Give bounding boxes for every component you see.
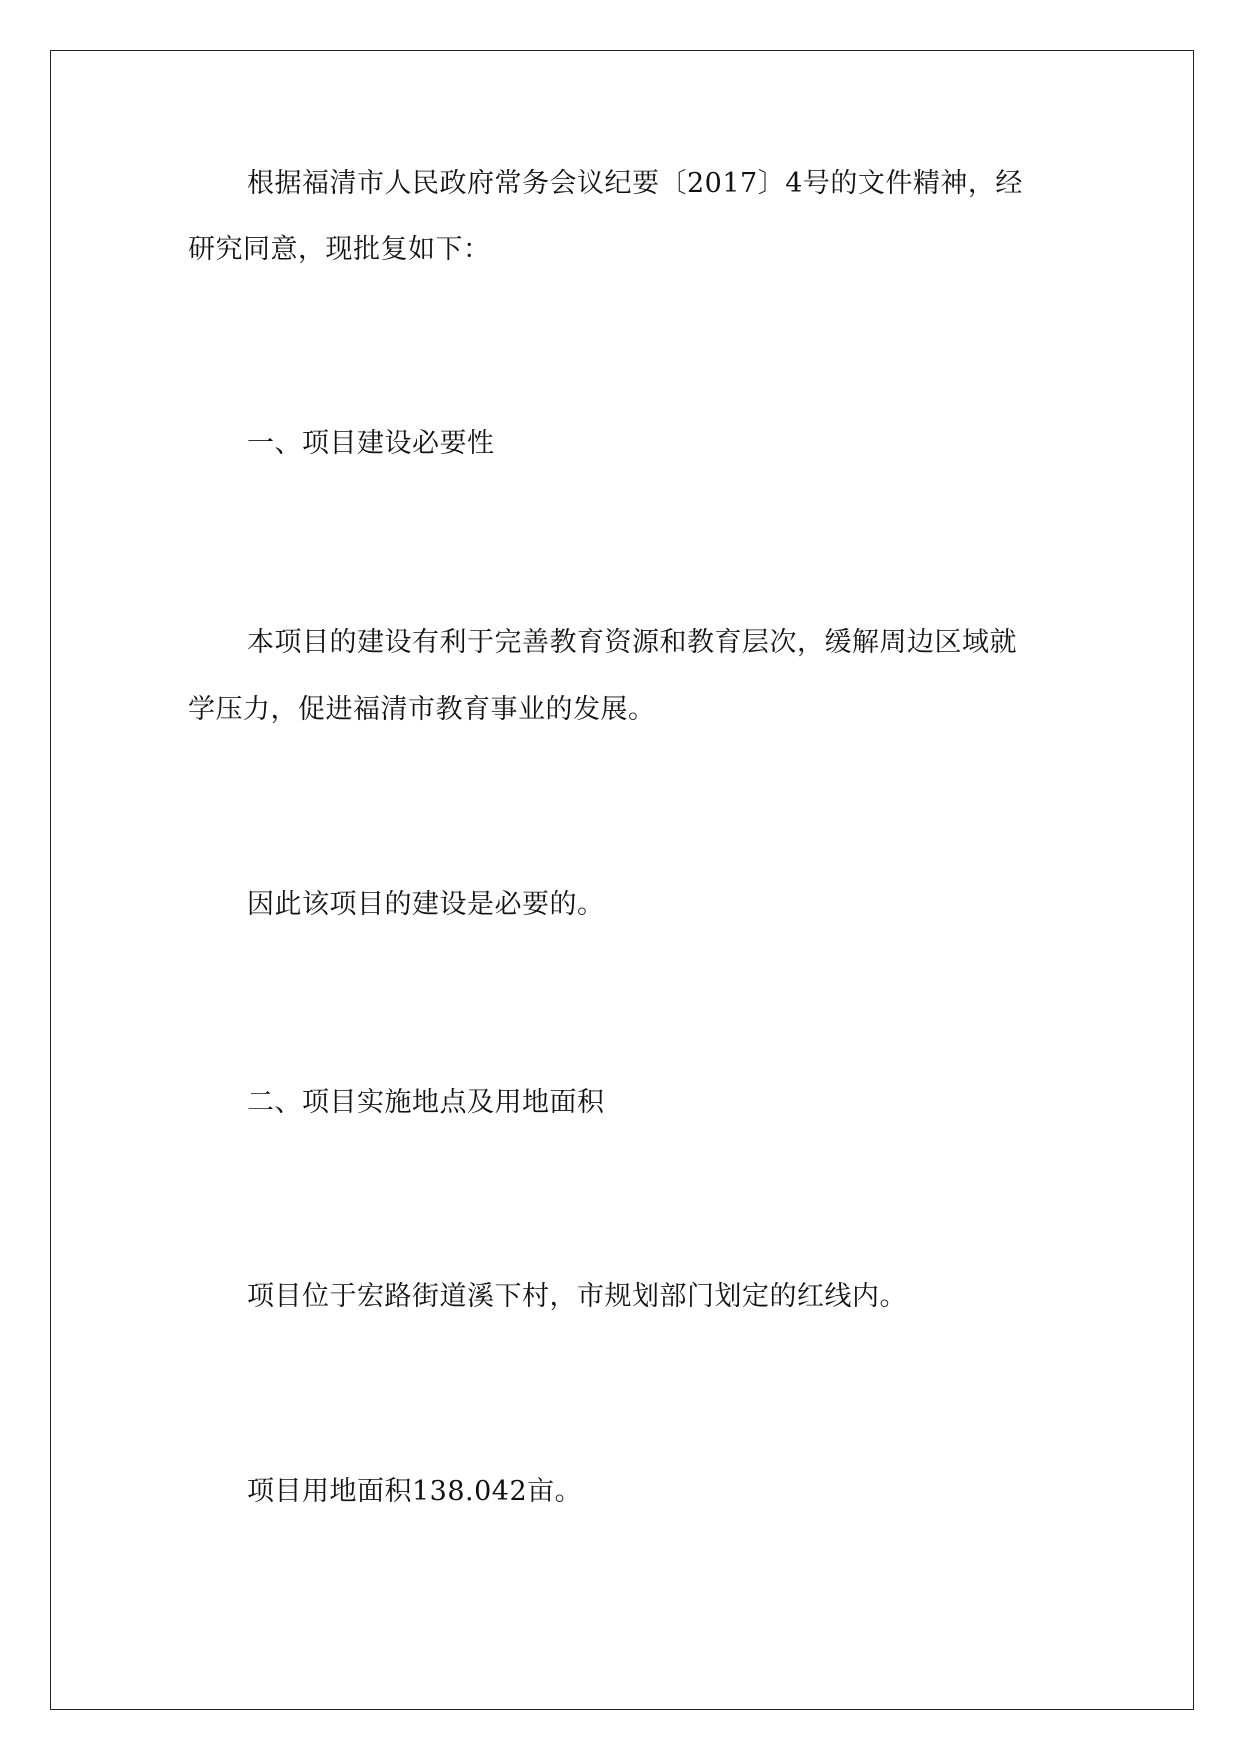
intro-line-2: 研究同意，现批复如下： [188,234,491,265]
section-2-heading: 二、项目实施地点及用地面积 [247,1087,605,1118]
intro-line-1: 根据福清市人民政府常务会议纪要〔2017〕4号的文件精神，经 [247,168,1023,199]
section-2-location: 项目位于宏路街道溪下村，市规划部门划定的红线内。 [247,1281,907,1312]
section-1-heading: 一、项目建设必要性 [247,428,495,459]
section-2-area: 项目用地面积138.042亩。 [247,1476,583,1507]
section-1-paragraph-line-1: 本项目的建设有利于完善教育资源和教育层次，缓解周边区域就 [247,627,1017,658]
section-1-conclusion: 因此该项目的建设是必要的。 [247,889,605,920]
page-border [50,50,1194,1710]
section-1-paragraph-line-2: 学压力，促进福清市教育事业的发展。 [188,694,656,725]
